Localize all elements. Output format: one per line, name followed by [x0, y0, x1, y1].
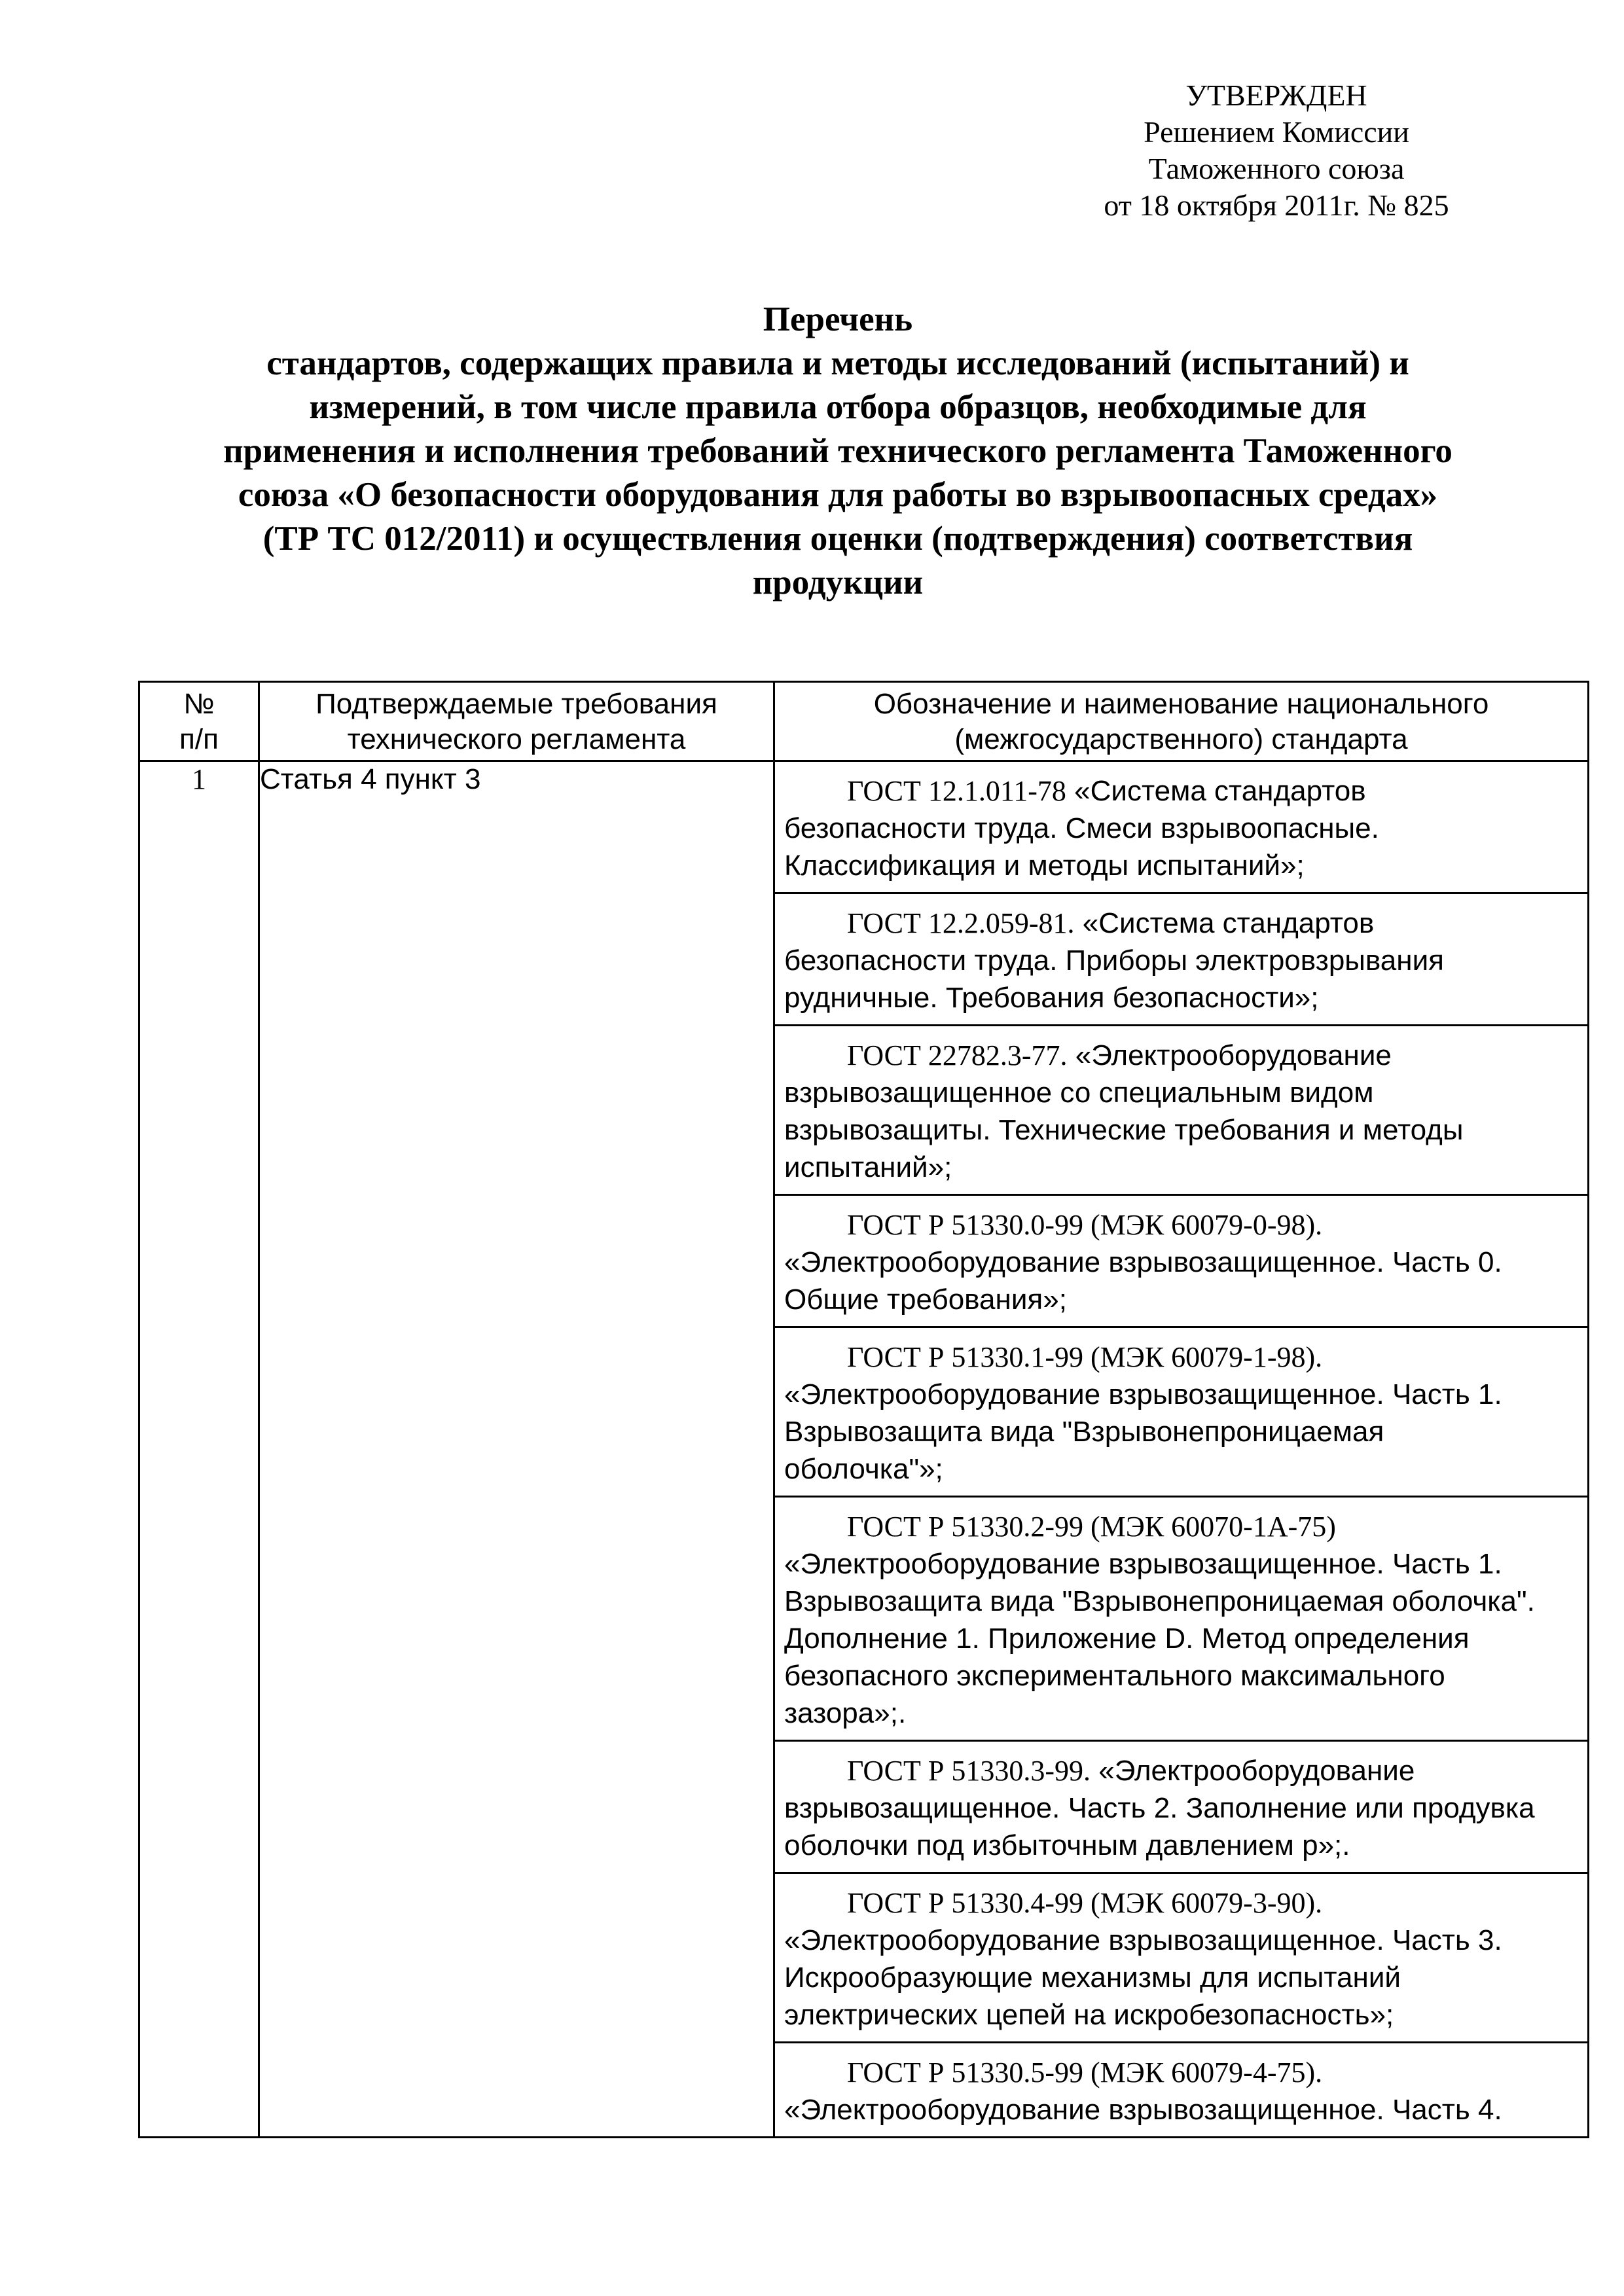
table-row: [139, 761, 1589, 2138]
standard-entry: [775, 1874, 1587, 2043]
requirement-cell: Статья 4 пункт 3: [259, 761, 774, 2138]
standard-text-line: электрических цепей на искробезопасность»;: [784, 1999, 1394, 2031]
standard-text-line: оболочка"»;: [784, 1453, 943, 1485]
standard-first-line: [784, 1884, 1578, 1922]
standard-text-line: безопасного экспериментального максимального: [784, 1660, 1445, 1692]
standard-text-line: Общие требования»;: [784, 1283, 1067, 1316]
standard-text-line: безопасности труда. Смеси взрывоопасные.: [784, 812, 1379, 844]
approval-stamp: [1060, 77, 1492, 224]
standard-entry: [775, 762, 1587, 894]
standards-table: [138, 681, 1589, 2138]
table-header-row: [139, 682, 1589, 761]
standard-code: ГОСТ 12.1.011-78: [847, 775, 1066, 807]
standard-entry: [775, 1026, 1587, 1196]
standard-first-line: [784, 1338, 1578, 1376]
standard-first-line: [784, 1206, 1578, 1244]
standard-text-line: «Электрооборудование взрывозащищенное. Часть 1.: [784, 1378, 1502, 1410]
title-line: стандартов, содержащих правила и методы исследований (испытаний) и: [266, 344, 1409, 382]
standard-text-line: взрывозащищенное со специальным видом: [784, 1077, 1374, 1109]
standard-text-line: безопасности труда. Приборы электровзрывания: [784, 944, 1444, 977]
standard-entry: [775, 1328, 1587, 1498]
standard-text: «Система стандартов: [1066, 775, 1366, 807]
title-line: союза «О безопасности оборудования для работы во взрывоопасных средах»: [238, 476, 1438, 514]
standard-entry: [775, 2043, 1587, 2136]
standard-first-line: [784, 2054, 1578, 2091]
approval-date: от 18 октября 2011г. № 825: [1104, 188, 1449, 222]
approval-authority: Решением Комиссии: [1144, 115, 1409, 149]
standard-text: «Электрооборудование: [1067, 1039, 1392, 1071]
standards-cell: [774, 761, 1589, 2138]
standard-text-line: взрывозащищенное. Часть 2. Заполнение или продувка: [784, 1792, 1535, 1824]
standard-first-line: [784, 1037, 1578, 1074]
standard-entry: [775, 1196, 1587, 1328]
standard-text-line: Дополнение 1. Приложение D. Метод определения: [784, 1623, 1470, 1655]
header-standard: Обозначение и наименование национального (межгосударственного) стандарта: [774, 682, 1589, 761]
standard-text-line: «Электрооборудование взрывозащищенное. Часть 3.: [784, 1924, 1502, 1956]
title-heading: Перечень: [763, 300, 913, 338]
standard-text-line: Взрывозащита вида "Взрывонепроницаемая: [784, 1416, 1384, 1448]
standard-text-line: взрывозащиты. Технические требования и методы: [784, 1114, 1464, 1146]
standard-text-line: Искрообразующие механизмы для испытаний: [784, 1962, 1401, 1994]
standard-text-line: «Электрооборудование взрывозащищенное. Часть 1.: [784, 1548, 1502, 1580]
standard-text-line: «Электрооборудование взрывозащищенное. Часть 0.: [784, 1246, 1502, 1278]
standard-code: ГОСТ Р 51330.0-99 (МЭК 60079-0-98).: [847, 1209, 1323, 1241]
standard-text-line: «Электрооборудование взрывозащищенное. Часть 4.: [784, 2094, 1502, 2126]
standard-first-line: [784, 1752, 1578, 1789]
standard-first-line: [784, 1508, 1578, 1545]
standard-text-line: Взрывозащита вида "Взрывонепроницаемая оболочка".: [784, 1585, 1535, 1617]
standard-text: «Электрооборудование: [1091, 1755, 1415, 1787]
standard-code: ГОСТ Р 51330.3-99.: [847, 1755, 1091, 1787]
approval-body: Таможенного союза: [1148, 152, 1405, 185]
standard-code: ГОСТ Р 51330.5-99 (МЭК 60079-4-75).: [847, 2056, 1323, 2089]
standard-code: ГОСТ Р 51330.4-99 (МЭК 60079-3-90).: [847, 1887, 1323, 1919]
header-number: № п/п: [139, 682, 259, 761]
standard-code: ГОСТ 12.2.059-81.: [847, 907, 1075, 939]
standard-text: «Система стандартов: [1074, 907, 1375, 939]
title-line: продукции: [752, 564, 924, 601]
title-line: измерений, в том числе правила отбора образцов, необходимые для: [309, 388, 1367, 426]
standard-text-line: Классификация и методы испытаний»;: [784, 850, 1305, 882]
standard-code: ГОСТ Р 51330.2-99 (МЭК 60070-1А-75): [847, 1511, 1336, 1543]
standard-text-line: рудничные. Требования безопасности»;: [784, 982, 1319, 1014]
standard-text-line: зазора»;.: [784, 1697, 907, 1729]
standard-text-line: испытаний»;: [784, 1151, 952, 1183]
standard-first-line: [784, 905, 1578, 942]
standard-code: ГОСТ Р 51330.1-99 (МЭК 60079-1-98).: [847, 1341, 1323, 1373]
document-title: [124, 298, 1551, 605]
standard-entry: [775, 1498, 1587, 1742]
approval-status: УТВЕРЖДЕН: [1185, 79, 1367, 112]
header-requirements: Подтверждаемые требования технического регламента: [259, 682, 774, 761]
standard-code: ГОСТ 22782.3-77.: [847, 1039, 1068, 1071]
title-line: (ТР ТС 012/2011) и осуществления оценки (подтверждения) соответствия: [262, 520, 1413, 558]
title-line: применения и исполнения требований технического регламента Таможенного: [223, 432, 1453, 470]
standard-entry: [775, 1742, 1587, 1874]
standard-first-line: [784, 772, 1578, 810]
row-number: 1: [139, 761, 259, 2138]
standard-entry: [775, 894, 1587, 1026]
standard-text-line: оболочки под избыточным давлением р»;.: [784, 1829, 1350, 1861]
